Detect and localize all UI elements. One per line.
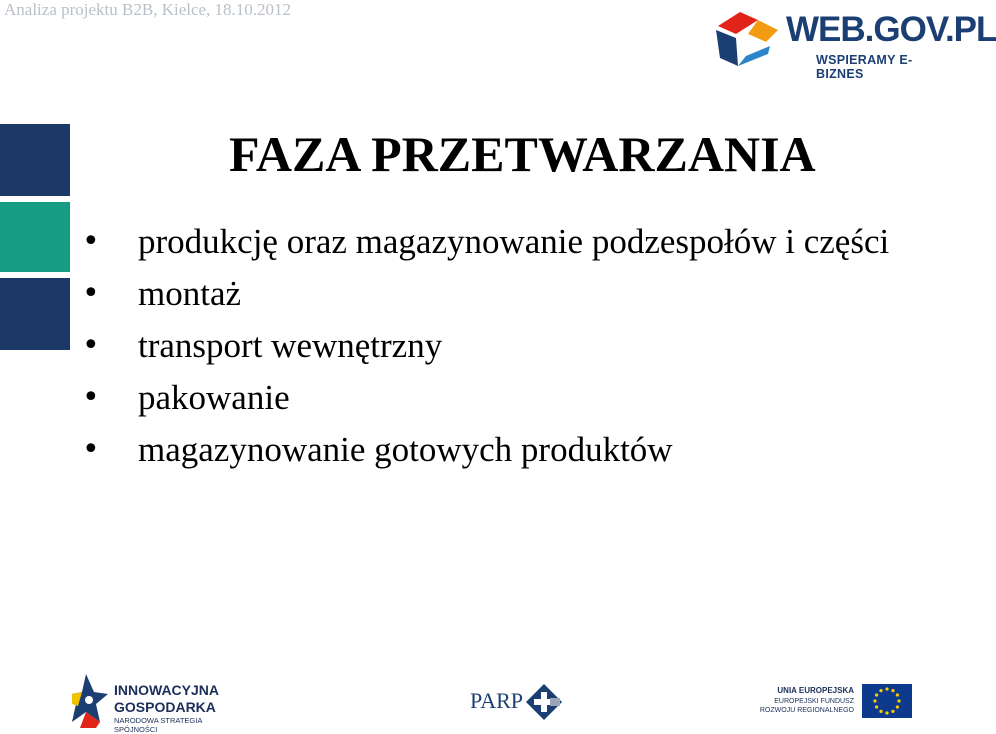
eu-logo [760,682,912,722]
bullet-dot-icon: • [82,328,100,363]
bullet-dot-icon: • [82,380,100,415]
bullet-item [82,216,889,268]
parp-logo [470,684,565,720]
ig-line3: NARODOWA STRATEGIA SPÓJNOŚCI [114,716,202,734]
parp-text: PARP [470,688,524,713]
bullet-text: transport wewnętrzny [138,326,443,365]
eu-line1: UNIA EUROPEJSKA [777,686,854,695]
side-block-middle [0,202,70,272]
bullet-dot-icon: • [82,432,100,467]
eu-flag-icon [862,684,912,718]
webgov-mark-icon [712,8,784,74]
bullet-item [82,268,889,320]
webgov-tagline: WSPIERAMY E-BIZNES [816,53,913,81]
star-logo-icon [72,674,108,728]
slide-title: FAZA PRZETWARZANIA [229,126,816,182]
bullet-dot-icon: • [82,224,100,259]
bullet-item [82,372,889,424]
bullet-dot-icon: • [82,276,100,311]
bullet-item [82,424,889,476]
bullet-list [82,216,889,476]
bullet-item [82,320,889,372]
webgov-title: WEB.GOV.PL [786,10,996,49]
eu-line2: EUROPEJSKI FUNDUSZ [774,698,854,705]
bullet-text: montaż [138,274,242,313]
header-caption: Analiza projektu B2B, Kielce, 18.10.2012 [4,0,292,19]
parp-mark-icon [526,684,562,720]
side-block-bottom [0,278,70,350]
bullet-text: magazynowanie gotowych produktów [138,430,673,469]
ig-line1: INNOWACYJNA [114,682,220,698]
ig-line2: GOSPODARKA [114,699,216,715]
webgov-logo [712,8,996,81]
eu-line3: ROZWOJU REGIONALNEGO [759,707,854,714]
innowacyjna-gospodarka-logo [72,674,242,734]
side-block-top [0,124,70,196]
bullet-text: produkcję oraz magazynowanie podzespołów i części [138,222,890,261]
bullet-text: pakowanie [138,378,290,417]
